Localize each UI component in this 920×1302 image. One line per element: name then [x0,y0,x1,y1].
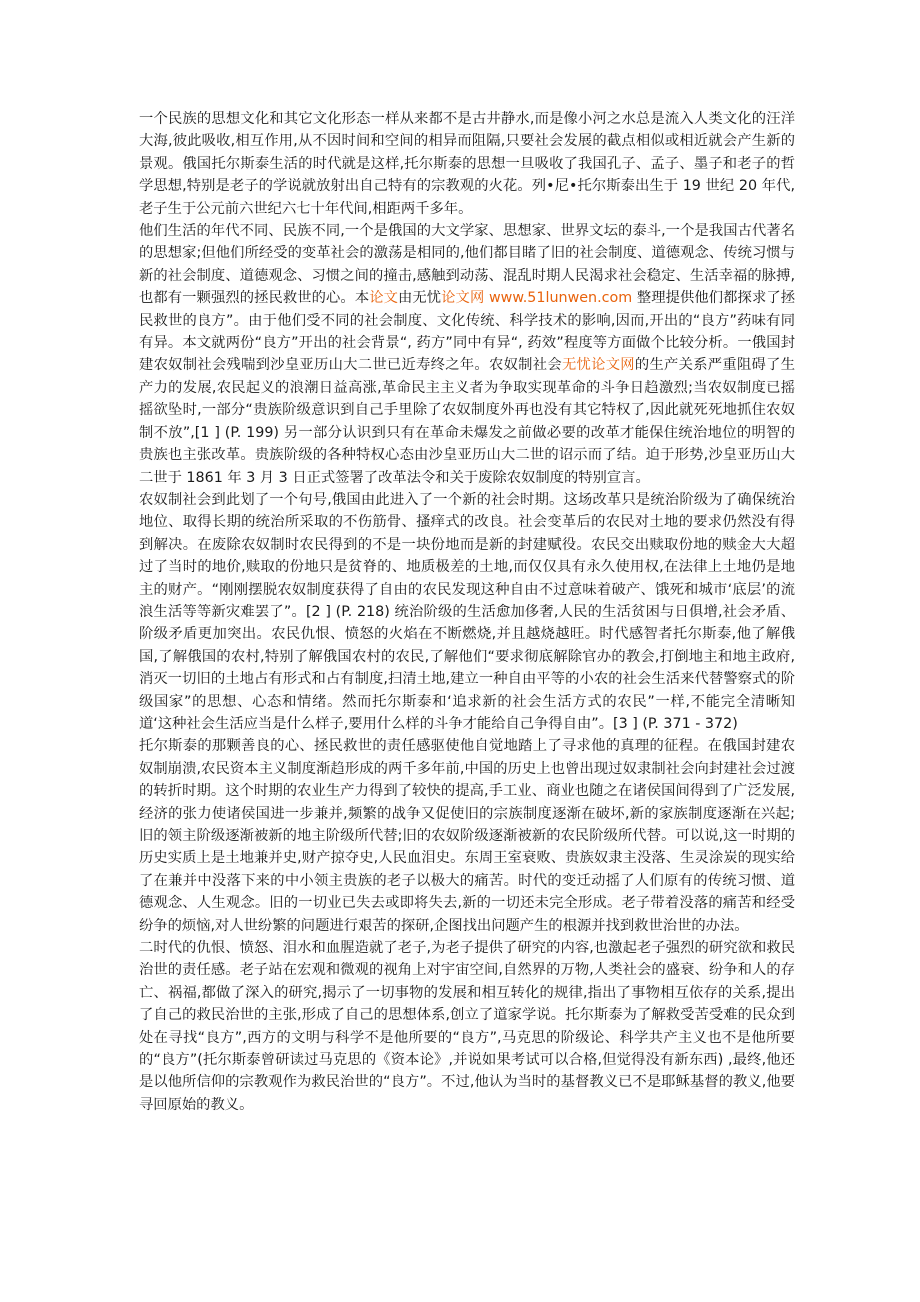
paragraph-2-text-d: 的生产关系严重阻碍了生产力的发展,农民起义的浪潮日益高涨,革命民主主义者为争取实现革命的斗争日趋激烈;当农奴制度已摇摇欲坠时,一部分“贵族阶级意识到自己手里除了农奴制度外再也没有其它特权了,因此就死死地抓住农奴制不放”,[1 ] (P. 199) 另一部分认识到只有在革命未爆发之前做必要的改革才能保住统治地位的明智的贵族也主张改革。贵族阶级的各种特权心态由沙皇亚历山大二世的诏示而了结。迫于形势,沙皇亚历山大二世于 1861 年 3 月 3 日正式签署了改革法令和关于废除农奴制度的特别宣言。 [139,357,795,486]
lunwen-link[interactable]: 论文 [369,290,398,307]
paragraph-2-text-c: 整理提供他们都探求了拯民救世的良方”。由于他们受不同的社会制度、文化传统、科学技术的影响,因而,开出的“良方”药味有同有异。本文就两份“良方”开出的社会背景“, 药方”同中有异“, 药效”程度等方面做个比较分析。一俄国封建农奴制社会残喘到沙皇亚历山大二世已近寿终之年。农奴制社会 [139,290,796,374]
paragraph-4: 托尔斯泰的那颗善良的心、拯民救世的责任感驱使他自觉地踏上了寻求他的真理的征程。在俄国封建农奴制崩溃,农民资本主义制度渐趋形成的两千多年前,中国的历史上也曾出现过奴隶制社会向封建社会过渡的转折时期。这个时期的农业生产力得到了较快的提高,手工业、商业也随之在诸侯国间得到了广泛发展,经济的张力使诸侯国进一步兼并,频繁的战争又促使旧的宗族制度逐渐在破坏,新的家族制度逐渐在兴起;旧的领主阶级逐渐被新的地主阶级所代替;旧的农奴阶级逐渐被新的农民阶级所代替。可以说,这一时期的历史实质上是土地兼并史,财产掠夺史,人民血泪史。东周王室衰败、贵族奴隶主没落、生灵涂炭的现实给了在兼并中没落下来的中小领主贵族的老子以极大的痛苦。时代的变迁动摇了人们原有的传统习惯、道德观念、人生观念。旧的一切业已失去或即将失去,新的一切还未完全形成。老子带着没落的痛苦和经受纷争的烦恼,对人世纷繁的问题进行艰苦的探研,企图找出问题产生的根源并找到救世治世的办法。 [139,738,795,934]
wuyou-lunwen-link[interactable]: 无忧论文网 [561,357,635,374]
article-body [139,108,795,1116]
paragraph-1: 一个民族的思想文化和其它文化形态一样从来都不是古井静水,而是像小河之水总是流入人类文化的汪洋大海,彼此吸收,相互作用,从不因时间和空间的相异而阻隔,只要社会发展的截点相似或相近就会产生新的景观。俄国托尔斯泰生活的时代就是这样,托尔斯泰的思想一旦吸收了我国孔子、孟子、墨子和老子的哲学思想,特别是老子的学说就放射出自己特有的宗教观的火花。列•尼•托尔斯泰出生于 19 世纪 20 年代,老子生于公元前六世纪六七十年代间,相距两千多年。 [139,111,795,217]
paragraph-2 [139,220,795,489]
51lunwen-site-link[interactable]: 论文网 www.51lunwen.com [441,290,633,307]
paragraph-2-text-a: 他们生活的年代不同、民族不同,一个是俄国的大文学家、思想家、世界文坛的泰斗,一个是我国古代著名的思想家;但他们所经受的变革社会的激荡是相同的,他们都目睹了旧的社会制度、道德观念、传统习惯与新的社会制度、道德观念、习惯之间的撞击,感触到动荡、混乱时期人民渴求社会稳定、生活幸福的脉搏,也都有一颗强烈的拯民救世的心。本 [139,223,795,307]
paragraph-3: 农奴制社会到此划了一个句号,俄国由此进入了一个新的社会时期。这场改革只是统治阶级为了确保统治地位、取得长期的统治所采取的不伤筋骨、搔痒式的改良。社会变革后的农民对土地的要求仍然没有得到解决。在废除农奴制时农民得到的不是一块份地而是新的封建赋役。农民交出赎取份地的赎金大大超过了当时的地价,赎取的份地只是贫脊的、地质极差的土地,而仅仅具有永久使用权,在法律上土地仍是地主的财产。“刚刚摆脱农奴制度获得了自由的农民发现这种自由不过意味着破产、饿死和城市‘底层’的流浪生活等等新灾难罢了”。[2 ] (P. 218) 统治阶级的生活愈加侈奢,人民的生活贫困与日俱增,社会矛盾、阶级矛盾更加突出。农民仇恨、愤怒的火焰在不断燃烧,并且越烧越旺。时代感智者托尔斯泰,他了解俄国,了解俄国的农村,特别了解俄国农村的农民,了解他们“要求彻底解除官办的教会,打倒地主和地主政府,消灭一切旧的土地占有形式和占有制度,扫清土地,建立一种自由平等的小农的社会生活来代替警察式的阶级国家”的思想、心态和情绪。然而托尔斯泰和‘追求新的社会生活方式的农民”一样,不能完全清晰知道‘这种社会生活应当是什么样子,要用什么样的斗争才能给自己争得自由”。[3 ] (P. 371 - 372) [139,491,795,732]
paragraph-2-text-b: 由无忧 [398,290,442,307]
paragraph-5: 二时代的仇恨、愤怒、泪水和血腥造就了老子,为老子提供了研究的内容,也激起老子强烈的研究欲和救民治世的责任感。老子站在宏观和微观的视角上对宇宙空间,自然界的万物,人类社会的盛衰、纷争和人的存亡、祸福,都做了深入的研究,揭示了一切事物的发展和相互转化的规律,指出了事物相互依存的关系,提出了自己的救民治世的主张,形成了自己的思想体系,创立了道家学说。托尔斯泰为了解救受苦受难的民众到处在寻找“良方”,西方的文明与科学不是他所要的“良方”,马克思的阶级论、科学共产主义也不是他所要的“良方”(托尔斯泰曾研读过马克思的《资本论》,并说如果考试可以合格,但觉得没有新东西) ,最终,他还是以他所信仰的宗教观作为救民治世的“良方”。不过,他认为当时的基督教义已不是耶稣基督的教义,他要寻回原始的教义。 [139,940,795,1113]
